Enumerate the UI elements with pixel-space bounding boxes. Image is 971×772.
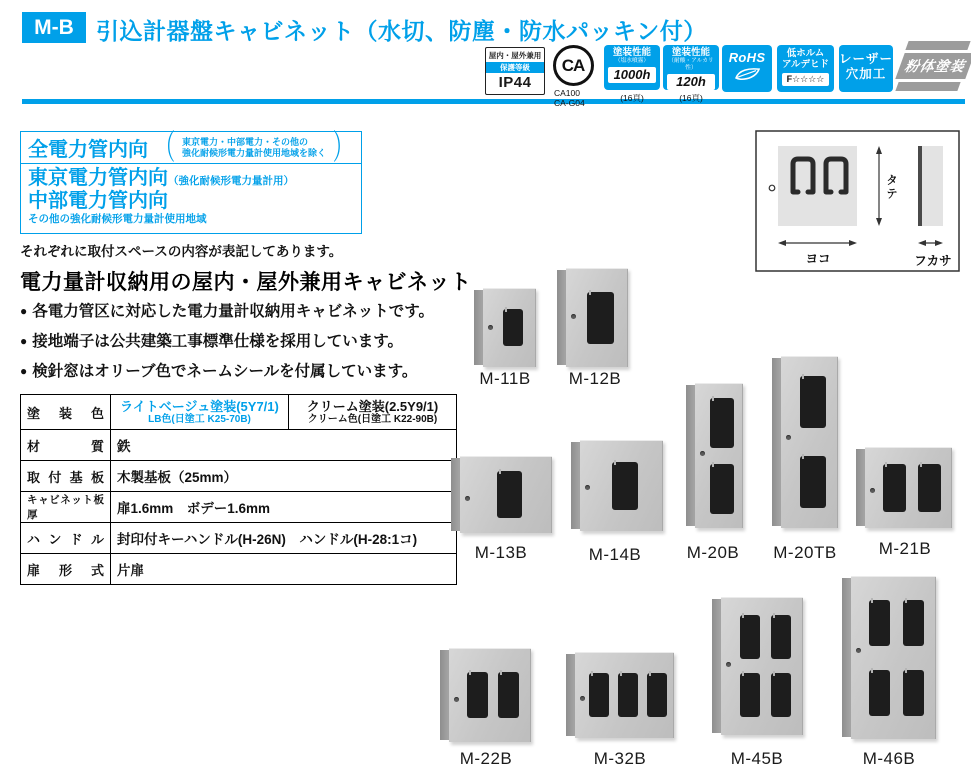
feature-item: ● 接地端子は公共建築工事標準仕様を採用しています。 (20, 327, 434, 357)
product-label: M-11B (479, 369, 531, 388)
spec-base-board: 木製基板（25mm） (111, 461, 457, 492)
product-label: M-32B (593, 749, 647, 768)
ip44-badge (485, 47, 545, 95)
paint-performance-acid-badge: 塗装性能 （耐酸・アルカリ性） 120h (663, 45, 719, 90)
mounting-space-caption: それぞれに取付スペースの内容が表記してあります。 (20, 244, 343, 259)
rohs-label: RoHS (728, 50, 766, 65)
spec-paint-color-cream: クリーム塗装(2.5Y9/1) クリーム色(日塗工 K22-90B) (289, 395, 457, 430)
product-photo-m-20b (686, 383, 743, 528)
product-photo-m-45b (712, 597, 803, 735)
laser-cut-badge: レーザー 穴加工 (839, 45, 893, 92)
product-label: M-20B (686, 543, 740, 562)
ip44-rating: IP44 (498, 74, 532, 91)
spec-label-handle: ハンドル (21, 523, 111, 554)
product-label: M-12B (568, 369, 622, 388)
f-star-rating: F☆☆☆☆ (782, 73, 829, 86)
salt-hours-value: 1000h (608, 67, 656, 83)
notice2-tokyo: 東京電力管内向 (28, 167, 168, 189)
spec-plate-thickness: 扉1.6mm ボデー1.6mm (111, 492, 457, 523)
series-code-badge: M-B (22, 12, 86, 43)
product-label: M-14B (588, 545, 642, 564)
dimension-diagram (755, 130, 960, 272)
height-dim-label: タテ (885, 174, 897, 201)
notice1-paren-line1: 東京電力・中部電力・その他の (182, 136, 309, 147)
leaf-icon (733, 66, 761, 81)
page-title: 引込計器盤キャビネット（水切、防塵・防水パッキン付） (96, 18, 707, 44)
spec-handle: 封印付キーハンドル(H-26N) ハンドル(H-28:1コ) (111, 523, 457, 554)
ip44-usage-label: 屋内・屋外兼用 (488, 51, 542, 60)
spec-table (20, 394, 457, 585)
product-photo-m-32b (566, 652, 674, 738)
notice2-chubu: 中部電力管内向 (28, 190, 168, 212)
product-label: M-13B (474, 543, 528, 562)
product-photo-m-21b (856, 447, 952, 528)
spec-material: 鉄 (111, 430, 457, 461)
product-label: M-20TB (773, 543, 837, 562)
notice-tokyo-chubu (20, 163, 362, 234)
spec-label-base-board: 取付基板 (21, 461, 111, 492)
notice2-tokyo-sub: （強化耐候形電力量計用） (168, 175, 294, 187)
product-photo-m-11b (474, 288, 536, 367)
salt-page-ref: (16頁) (620, 93, 644, 103)
product-label: M-22B (459, 749, 513, 768)
ca-mark-badge (550, 45, 596, 108)
product-photo-m-13b (451, 456, 552, 533)
low-formaldehyde-badge: 低ホルム アルデヒド F☆☆☆☆ (777, 45, 834, 92)
spec-label-door-type: 扉形式 (21, 554, 111, 585)
feature-item: ● 各電力管区に対応した電力量計収納用キャビネットです。 (20, 297, 434, 327)
notice-all-power-companies: 全電力管内向 （ 東京電力・中部電力・その他の 強化耐候形電力量計使用地域を除く ） (20, 131, 362, 164)
product-photo-m-46b (842, 576, 936, 739)
paint-performance-salt-badge: 塗装性能 （塩水噴霧） 1000h (604, 45, 660, 90)
product-photo-m-12b (557, 268, 628, 367)
product-photo-m-20tb (772, 356, 838, 528)
product-label: M-46B (862, 749, 916, 768)
notice2-other-areas: その他の強化耐候形電力量計使用地域 (28, 213, 207, 225)
product-label: M-21B (878, 539, 932, 558)
ca-logo-icon: CA (553, 45, 594, 86)
spec-paint-color-lb: ライトベージュ塗装(5Y7/1) LB色(日塗工 K25-70B) (111, 395, 289, 430)
powder-coating-label: 粉体塗装 (903, 58, 967, 74)
feature-list (20, 297, 434, 387)
header-divider (22, 99, 965, 104)
product-photo-m-14b (571, 440, 663, 531)
spec-label-material: 材質 (21, 430, 111, 461)
rohs-badge (722, 45, 772, 92)
feature-item: ● 検針窓はオリーブ色でネームシールを付属しています。 (20, 357, 434, 387)
spec-label-paint-color: 塗装色 (21, 395, 111, 430)
ca-code-2: CA-G04 (554, 97, 585, 108)
spec-label-plate-thickness: キャビネット板厚 (21, 492, 111, 523)
acid-hours-value: 120h (667, 74, 715, 90)
notice1-paren-line2: 強化耐候形電力量計使用地域を除く (182, 147, 327, 158)
powder-coating-badge (897, 41, 970, 97)
product-photo-m-22b (440, 648, 531, 742)
ca-code-1: CA100 (554, 88, 580, 98)
spec-door-type: 片扉 (111, 554, 457, 585)
notice1-main: 全電力管内向 (28, 139, 148, 161)
product-label: M-45B (730, 749, 784, 768)
acid-page-ref: (16頁) (679, 93, 703, 103)
width-dim-label: ヨコ (805, 252, 831, 266)
depth-dim-label: フカサ (914, 254, 952, 268)
ip44-grade-label: 保護等級 (486, 62, 544, 73)
section-heading: 電力量計収納用の屋内・屋外兼用キャビネット (20, 271, 472, 294)
